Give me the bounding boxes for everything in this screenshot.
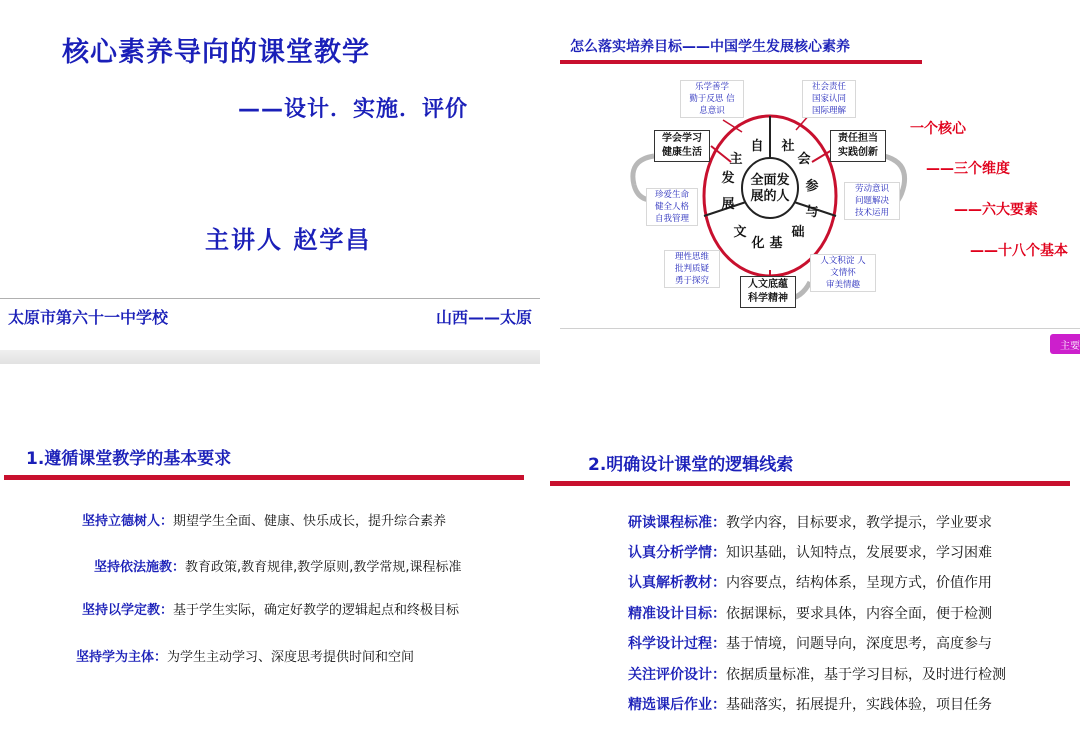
requirement-value: 为学生主动学习、深度思考提供时间和空间	[167, 650, 415, 665]
requirement-row	[82, 599, 459, 618]
design-row	[628, 664, 1006, 684]
design-key: 关注评价设计：	[628, 667, 726, 683]
design-key: 研读课程标准：	[628, 515, 726, 531]
design-value: 知识基础，认知特点，发展要求，学习困难	[726, 545, 992, 561]
design-value: 教学内容，目标要求，教学提示，学业要求	[726, 515, 992, 531]
design-row	[628, 694, 992, 714]
label-three-dimensions: ——三个维度	[926, 161, 1010, 177]
seg-culture-2: 化	[751, 236, 765, 251]
box-humanity-detail-2: 文情怀	[830, 268, 856, 278]
inner-core	[742, 158, 798, 218]
requirement-key: 坚持学为主体：	[76, 650, 168, 665]
box-responsibility-practice	[830, 130, 886, 162]
design-row	[628, 633, 992, 653]
box-learn-detail	[680, 80, 744, 118]
box-responsibility-practice-2: 实践创新	[838, 147, 878, 158]
slide4-red-rule	[550, 481, 1070, 486]
box-learn-detail-1: 乐学善学	[694, 82, 729, 92]
box-humanity-detail-3: 审美情趣	[825, 280, 860, 290]
slide3-title: 1.遵循课堂教学的基本要求	[26, 449, 232, 469]
seg-social-3: 参	[805, 179, 819, 194]
seg-autonomy-2: 主	[729, 152, 743, 167]
slide1-place: 山西——太原	[435, 308, 532, 327]
box-responsibility-practice-1: 责任担当	[838, 133, 878, 144]
box-health-detail-2: 健全人格	[654, 202, 689, 212]
box-learn-detail-2: 勤于反思 信	[689, 94, 735, 104]
box-humanity-detail	[810, 254, 876, 292]
seg-autonomy-1: 自	[750, 139, 764, 154]
design-value: 内容要点，结构体系，呈现方式，价值作用	[726, 575, 992, 591]
seg-autonomy-4: 展	[721, 197, 735, 212]
design-key: 科学设计过程：	[628, 636, 726, 652]
slide1-subtitle: ——设计．实施．评价	[238, 97, 469, 122]
requirement-key: 坚持以学定教：	[82, 603, 174, 618]
design-row	[628, 512, 992, 532]
requirement-key: 坚持依法施教：	[94, 560, 186, 575]
design-value: 基于情境，问题导向，深度思考，高度参与	[726, 636, 992, 652]
requirement-row	[94, 556, 462, 575]
box-humanity-science	[740, 276, 796, 308]
design-value: 基础落实，拓展提升，实践体验，项目任务	[726, 697, 992, 713]
slide-logic-clues	[548, 400, 1080, 747]
box-social-detail-2: 国家认同	[811, 94, 846, 104]
seg-autonomy-3: 发	[721, 171, 735, 186]
slide2-title: 怎么落实培养目标——中国学生发展核心素养	[570, 39, 850, 55]
requirement-row	[76, 646, 414, 665]
requirement-key: 坚持立德树人：	[82, 514, 174, 529]
design-row	[628, 603, 992, 623]
design-value: 依据课标，要求具体，内容全面，便于检测	[726, 606, 992, 622]
box-humanity-science-2: 科学精神	[748, 293, 788, 304]
box-practice-detail-2: 问题解决	[854, 196, 889, 206]
box-humanity-detail-1: 人文积淀 人	[820, 256, 866, 266]
requirement-row	[82, 510, 446, 529]
slide1-divider	[0, 298, 540, 299]
box-learn-health-2: 健康生活	[662, 147, 702, 158]
box-health-detail-1: 珍爱生命	[654, 190, 689, 200]
seg-social-4: 与	[805, 205, 819, 220]
design-key: 精选课后作业：	[628, 697, 726, 713]
box-social-detail-3: 国际理解	[811, 106, 846, 116]
box-science-detail-2: 批判质疑	[674, 264, 709, 274]
box-social-detail-1: 社会责任	[811, 82, 846, 92]
slide1-title: 核心素养导向的课堂教学	[62, 37, 370, 68]
box-practice-detail-3: 技术运用	[854, 208, 889, 218]
seg-social-1: 社	[781, 139, 795, 154]
label-one-core: 一个核心	[910, 121, 966, 137]
requirement-value: 教育政策,教育规律,教学原则,教学常规,课程标准	[185, 560, 462, 575]
design-row	[628, 542, 992, 562]
box-learn-detail-3: 息意识	[699, 106, 725, 116]
box-learn-health-1: 学会学习	[662, 133, 702, 144]
box-practice-detail-1: 劳动意识	[854, 184, 889, 194]
box-science-detail	[664, 250, 720, 288]
label-eighteen-basics: ——十八个基本	[970, 243, 1068, 259]
seg-social-2: 会	[797, 152, 811, 167]
box-humanity-science-1: 人文底蕴	[748, 279, 788, 290]
slide3-red-rule	[4, 475, 524, 480]
slide4-title: 2.明确设计课堂的逻辑线索	[588, 455, 794, 475]
box-health-detail-3: 自我管理	[654, 214, 689, 224]
design-row	[628, 572, 992, 592]
seg-culture-1: 文	[733, 225, 747, 240]
design-value: 依据质量标准，基于学习目标，及时进行检测	[726, 667, 1006, 683]
slide1-speaker: 主讲人 赵学昌	[205, 226, 372, 254]
design-key: 认真解析教材：	[628, 575, 726, 591]
seg-culture-4: 础	[791, 225, 805, 240]
slide2-bottom-rule	[560, 328, 1080, 329]
slide2-nav-tag[interactable]: 主要	[1050, 334, 1080, 354]
core-literacy-diagram	[548, 0, 1080, 368]
box-health-detail	[646, 188, 698, 226]
design-key: 认真分析学情：	[628, 545, 726, 561]
label-six-elements: ——六大要素	[954, 202, 1038, 218]
box-social-detail	[802, 80, 856, 118]
box-science-detail-1: 理性思维	[674, 252, 709, 262]
box-learn-health	[654, 130, 710, 162]
slide-basic-requirements	[0, 400, 540, 747]
requirement-value: 基于学生实际，确定好教学的逻辑起点和终极目标	[173, 603, 460, 618]
box-practice-detail	[844, 182, 900, 220]
slide-core-literacy	[548, 0, 1080, 368]
requirement-value: 期望学生全面、健康、快乐成长，提升综合素养	[173, 514, 447, 529]
slide1-school: 太原市第六十一中学校	[8, 308, 169, 327]
design-key: 精准设计目标：	[628, 606, 726, 622]
box-science-detail-3: 勇于探究	[674, 276, 709, 286]
seg-culture-3: 基	[769, 236, 783, 251]
core-label-line2: 展的人	[750, 189, 790, 204]
slide1-bottom-band	[0, 350, 540, 364]
slide-title	[0, 0, 540, 368]
core-label-line1: 全面发	[750, 173, 790, 188]
